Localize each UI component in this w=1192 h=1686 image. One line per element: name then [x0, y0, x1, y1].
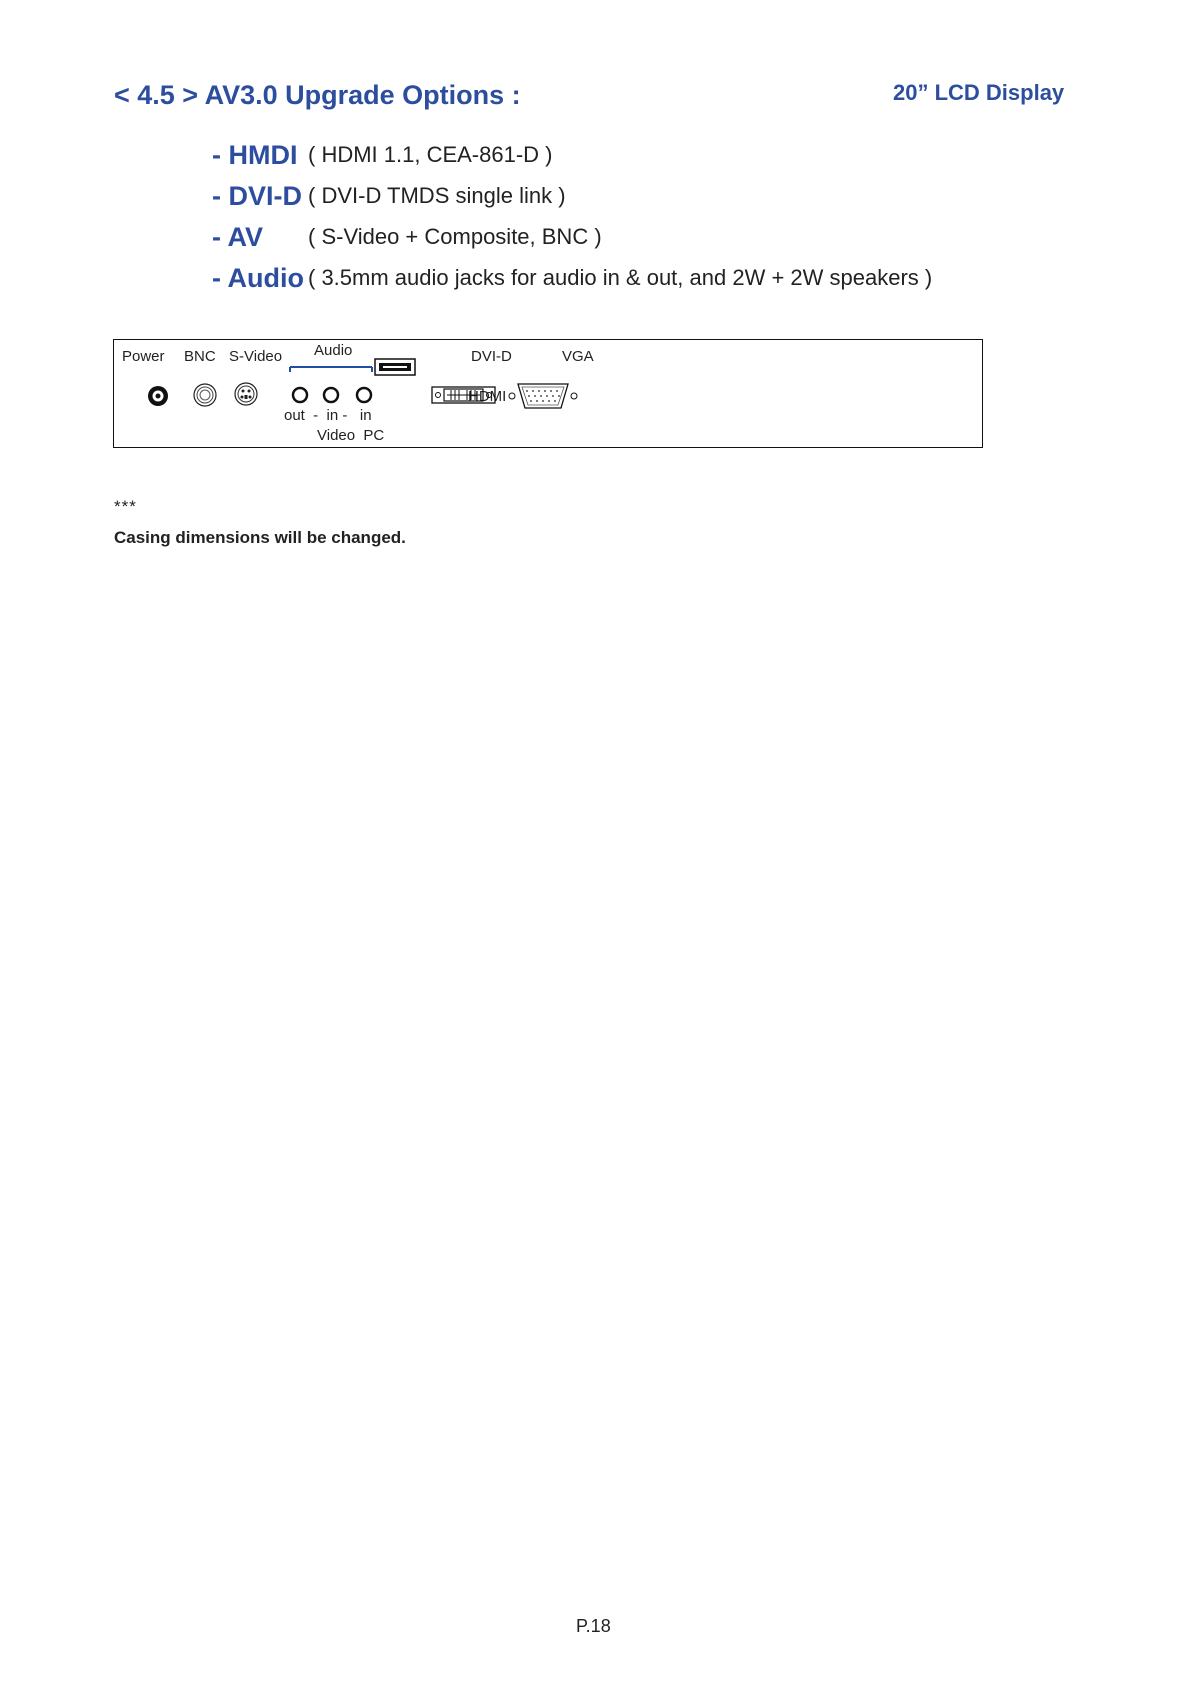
section-heading: < 4.5 > AV3.0 Upgrade Options : — [114, 80, 521, 110]
note-asterisks: *** — [114, 497, 137, 516]
option-name: - HMDI — [212, 140, 298, 170]
dvid-connector-icon — [432, 387, 495, 403]
vga-label: VGA — [562, 348, 594, 365]
vga-connector-icon — [509, 384, 577, 408]
svideo-connector-icon — [235, 383, 257, 405]
casing-note: Casing dimensions will be changed. — [114, 528, 406, 547]
audio-label: Audio — [314, 342, 353, 359]
pc-in-jack-icon — [357, 388, 371, 402]
option-desc: ( 3.5mm audio jacks for audio in & out, and 2W + 2W speakers ) — [308, 265, 933, 290]
option-name: - DVI-D — [212, 181, 302, 211]
connector-graphics — [114, 340, 984, 449]
rear-panel-diagram — [113, 339, 983, 448]
option-desc: ( DVI-D TMDS single link ) — [308, 183, 566, 208]
video-pc-label: Video PC — [317, 427, 385, 444]
audio-out-jack-icon — [293, 388, 307, 402]
hdmi-connector-icon — [375, 359, 415, 375]
video-in-jack-icon — [324, 388, 338, 402]
page-number: P.18 — [576, 1616, 611, 1636]
svideo-label: S-Video — [229, 348, 283, 365]
jack-labels: out - in - in — [284, 407, 372, 424]
power-connector-icon — [148, 386, 168, 406]
option-name: - AV — [212, 222, 263, 252]
audio-bracket — [290, 367, 372, 372]
product-title: 20” LCD Display — [893, 80, 1065, 105]
bnc-label: BNC — [184, 348, 216, 365]
power-label: Power — [122, 348, 165, 365]
bnc-connector-icon — [194, 384, 216, 406]
option-desc: ( HDMI 1.1, CEA-861-D ) — [308, 142, 553, 167]
option-desc: ( S-Video + Composite, BNC ) — [308, 224, 602, 249]
hdmi-label: HDMI — [468, 388, 507, 405]
option-name: - Audio — [212, 263, 304, 293]
dvid-label: DVI-D — [471, 348, 512, 365]
